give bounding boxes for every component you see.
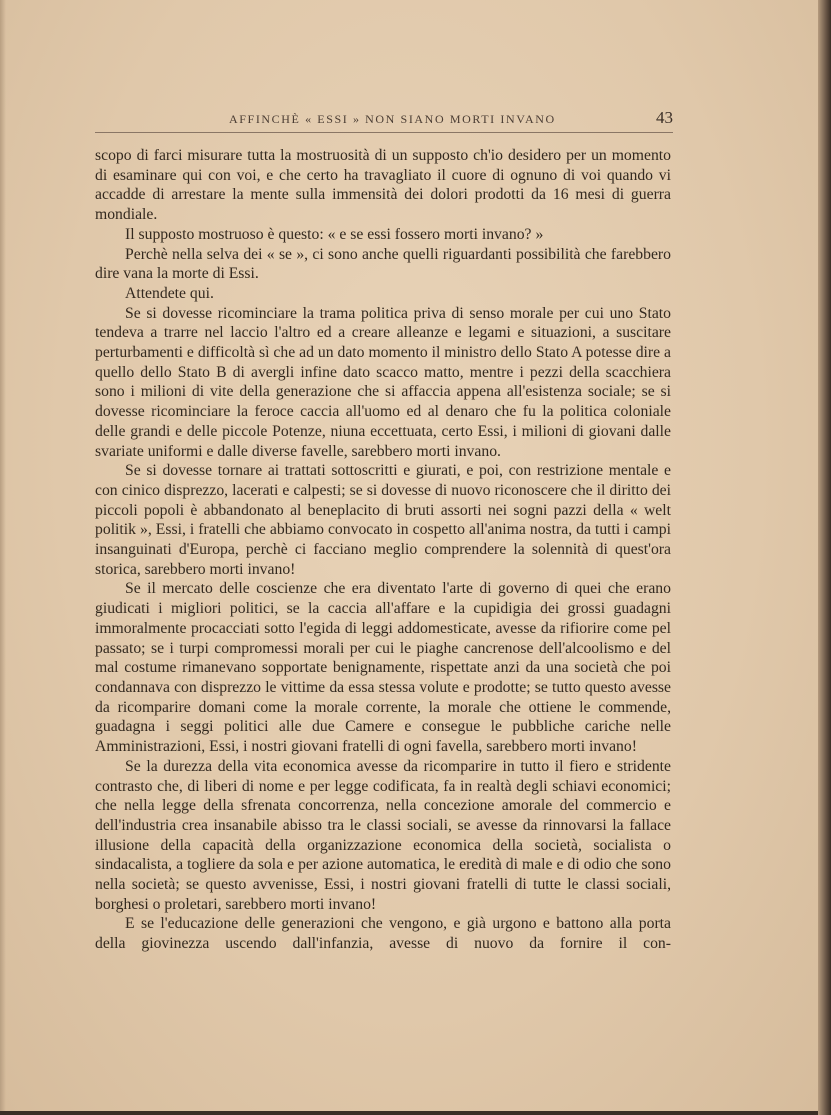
paragraph-7: Se il mercato delle coscienze che era diventato l'arte di governo di quei che erano giudicati i migliori politici, se la caccia all'affare e la cupidigia dei grossi guadagni immoralmente procacciati sotto l'egida di leggi addomesticate, avesse da rifiorire come pel passato; se i turpi compromessi morali per cui le piaghe cancrenose dell'alcoolismo e del mal costume rimanevano sopportate benignamente, rispettate anzi da una società che poi condannava con disprezzo le vittime da essa stessa volute e prodotte; se tutto questo avesse da ricomparire domani come la morale corrente, la morale che ottiene le commende, guadagna i seggi politici alle due Camere e consegue le pubbliche cariche nelle Amministrazioni, Essi, i nostri giovani fratelli di ogni favella, sarebbero morti invano! bbox=[95, 580, 671, 756]
paragraph-1: scopo di farci misurare tutta la mostruosità di un supposto ch'io desidero per un momento di esaminare qui con voi, e che certo ha travagliato il cuore di ognuno di voi quando vi accadde di arrestare la mente sulla immensità dei dolori prodotti da 16 mesi di guerra mondiale. bbox=[95, 147, 671, 224]
running-title: AFFINCHÈ « ESSI » NON SIANO MORTI INVANO bbox=[229, 112, 556, 126]
body-text bbox=[95, 146, 671, 954]
paragraph-3: Perchè nella selva dei « se », ci sono anche quelli riguardanti possibilità che farebbero dire vana la morte di Essi. bbox=[95, 245, 671, 283]
paragraph-9: E se l'educazione delle generazioni che vengono, e già urgono e battono alla porta della giovinezza uscendo dall'infanzia, avesse di nuovo da fornire il con- bbox=[95, 915, 671, 953]
page-header bbox=[95, 108, 673, 133]
paragraph-4: Attendete qui. bbox=[125, 284, 214, 302]
page-gutter-shadow bbox=[0, 0, 6, 1111]
paragraph-2: Il supposto mostruoso è questo: « e se essi fossero morti invano? » bbox=[125, 225, 544, 243]
paragraph-8: Se la durezza della vita economica avesse da ricomparire in tutto il fiero e stridente contrasto che, di liberi di nome e per legge codificata, fa in realtà degli schiavi economici; che nella legge della sfrenata concorrenza, nella concezione amorale del commercio e dell'industria crea insanabile abisso tra le classi sociali, se avesse da rinnovarsi la fallace illusione della capacità della organizzazione economica della società, socialista o sindacalista, a togliere da sola e per azione automatica, le eredità di male e di odio che sono nella società; se questo avvenisse, Essi, i nostri giovani fratelli di tutte le classi sociali, borghesi o proletari, sarebbero morti invano! bbox=[95, 757, 671, 913]
paragraph-5: Se si dovesse ricominciare la trama politica priva di senso morale per cui uno Stato tendeva a trarre nel laccio l'altro ed a creare alleanze e legami e situazioni, a suscitare perturbamenti e difficoltà sì che ad un dato momento il ministro dello Stato A potesse dire a quello dello Stato B di avergli infine dato scacco matto, mentre i pezzi della scacchiera sono i milioni di vite della generazione che si affaccia appena all'esistenza sociale; se si dovesse ricominciare la feroce caccia all'uomo ed al denaro che fu la politica coloniale delle grandi e delle piccole Potenze, niuna eccettuata, certo Essi, i milioni di giovani dalle svariate uniformi e dalle diverse favelle, sarebbero morti invano. bbox=[95, 304, 671, 460]
page-number: 43 bbox=[656, 108, 673, 127]
paragraph-6: Se si dovesse tornare ai trattati sottoscritti e giurati, e poi, con restrizione mentale e con cinico disprezzo, lacerati e calpesti; se si dovesse di nuovo riconoscere che il diritto dei piccoli popoli è abbandonato al beneplacito di bruti assorti nei sogni pazzi della « welt politik », Essi, i fratelli che abbiamo convocato in cospetto all'anima nostra, da tutti i campi insanguinati d'Europa, perchè ci facciano meglio comprendere la solennità di quest'ora storica, sarebbero morti invano! bbox=[95, 462, 671, 578]
page-edge bbox=[818, 0, 831, 1115]
